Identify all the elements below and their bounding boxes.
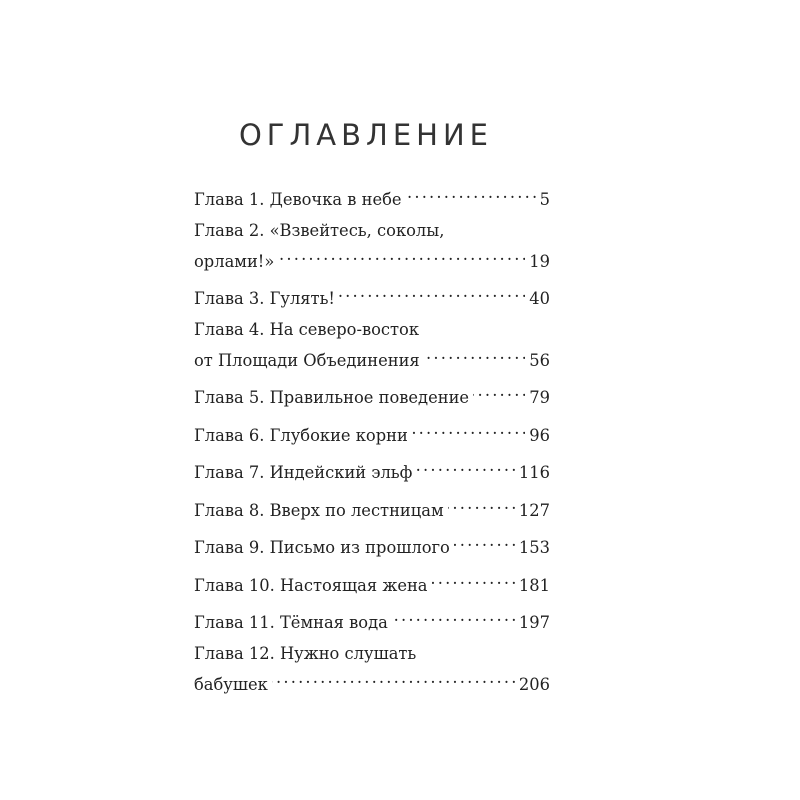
page-number: 96 [529, 425, 550, 445]
dot-leader [416, 454, 515, 478]
chapter-title: Глава 8. Вверх по лестницам [194, 500, 444, 520]
toc-entry [194, 318, 550, 373]
chapter-title-continued: орлами!» [194, 251, 275, 271]
toc-entry [194, 280, 550, 311]
page-number: 5 [539, 190, 550, 209]
dot-leader [278, 243, 525, 267]
toc-entry [194, 567, 550, 598]
page-number: 153 [518, 538, 550, 557]
page-number: 206 [518, 674, 550, 694]
dot-leader [392, 604, 515, 628]
toc-line [194, 454, 550, 485]
toc-line [194, 181, 550, 212]
toc-line [194, 280, 550, 311]
toc-line [194, 417, 550, 448]
toc-line [194, 567, 550, 598]
chapter-title: Глава 12. Нужно слушать [194, 643, 417, 663]
toc-line [194, 666, 550, 697]
page-number: 40 [529, 289, 550, 308]
dot-leader [272, 666, 515, 690]
dot-leader [424, 342, 526, 366]
chapter-title: Глава 5. Правильное поведение [194, 388, 470, 407]
chapter-title: Глава 7. Индейский эльф [194, 463, 413, 482]
chapter-title: Глава 4. На северо-восток [194, 319, 420, 339]
dot-leader [406, 181, 536, 205]
toc-entry [194, 417, 550, 448]
page-number: 197 [518, 613, 550, 632]
chapter-title: Глава 6. Глубокие корни [194, 425, 408, 445]
chapter-title-continued: от Площади Объединения [194, 350, 420, 370]
dot-leader [432, 567, 515, 591]
page-number: 79 [529, 388, 550, 407]
chapter-title: Глава 1. Девочка в небе [194, 190, 402, 209]
chapter-title: Глава 11. Тёмная вода [194, 613, 388, 632]
dot-leader [448, 492, 515, 516]
dot-leader [473, 379, 525, 403]
chapter-title: Глава 10. Настоящая жена [194, 575, 428, 595]
chapter-title: Глава 3. Гулять! [194, 289, 335, 308]
toc-entry [194, 529, 550, 560]
toc-entry [194, 219, 550, 274]
page-number: 127 [518, 500, 550, 520]
dot-leader [339, 280, 525, 304]
table-of-contents [194, 181, 550, 703]
toc-line [194, 379, 550, 410]
toc-entry [194, 492, 550, 523]
toc-entry [194, 379, 550, 410]
toc-entry [194, 642, 550, 697]
dot-leader [412, 417, 525, 441]
chapter-title: Глава 2. «Взвейтесь, соколы, [194, 220, 445, 240]
toc-entry [194, 454, 550, 485]
chapter-title: Глава 9. Письмо из прошлого [194, 538, 450, 557]
page-number: 116 [518, 463, 550, 482]
page-number: 181 [518, 575, 550, 595]
toc-entry [194, 604, 550, 635]
toc-line [194, 243, 550, 274]
page-number: 19 [529, 251, 550, 271]
toc-line [194, 342, 550, 373]
page-number: 56 [529, 350, 550, 370]
toc-line [194, 529, 550, 560]
chapter-title-continued: бабушек [194, 674, 268, 694]
dot-leader [454, 529, 515, 553]
toc-entry [194, 181, 550, 212]
toc-line [194, 492, 550, 523]
toc-line [194, 604, 550, 635]
toc-title: ОГЛАВЛЕНИЕ [238, 118, 493, 152]
